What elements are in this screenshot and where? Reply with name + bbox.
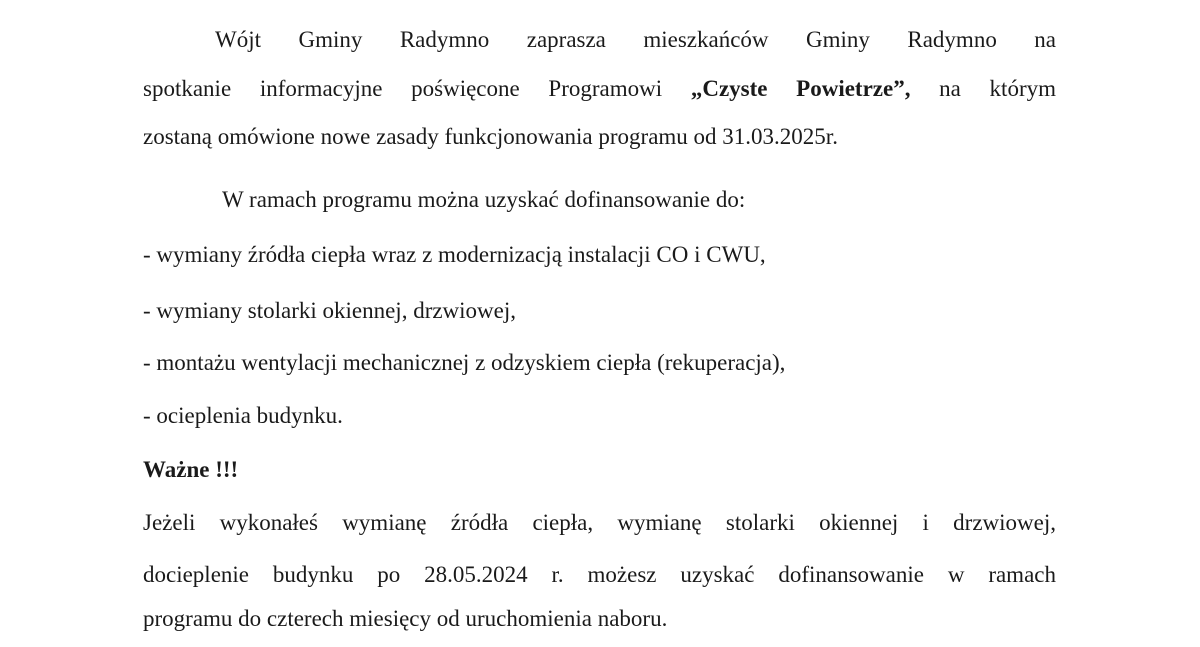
intro-line-3: zostaną omówione nowe zasady funkcjonowania programu od 31.03.2025r. (143, 124, 838, 149)
list-item: - wymiany stolarki okiennej, drzwiowej, (143, 298, 517, 323)
important-line-2: docieplenie budynku po 28.05.2024 r. możesz uzyskać dofinansowanie w ramach (143, 562, 1056, 587)
intro-line-2 (143, 74, 1056, 104)
list-item: - ocieplenia budynku. (143, 403, 343, 428)
important-line-1: Jeżeli wykonałeś wymianę źródła ciepła, wymianę stolarki okiennej i drzwiowej, (143, 510, 1056, 535)
list-item: - wymiany źródła ciepła wraz z modernizacją instalacji CO i CWU, (143, 242, 766, 267)
list-item: - montażu wentylacji mechanicznej z odzyskiem ciepła (rekuperacja), (143, 350, 786, 375)
important-line-3: programu do czterech miesięcy od uruchomienia naboru. (143, 606, 668, 631)
program-name: „Czyste Powietrze”, (690, 76, 911, 101)
intro-line-2-start: spotkanie informacyjne poświęcone Programowi (143, 76, 691, 101)
intro-line-1: Wójt Gminy Radymno zaprasza mieszkańców Gminy Radymno na (215, 27, 1056, 52)
important-heading: Ważne !!! (143, 457, 239, 482)
intro-line-2-end: na którym (910, 76, 1056, 101)
funding-intro: W ramach programu można uzyskać dofinansowanie do: (222, 187, 746, 212)
